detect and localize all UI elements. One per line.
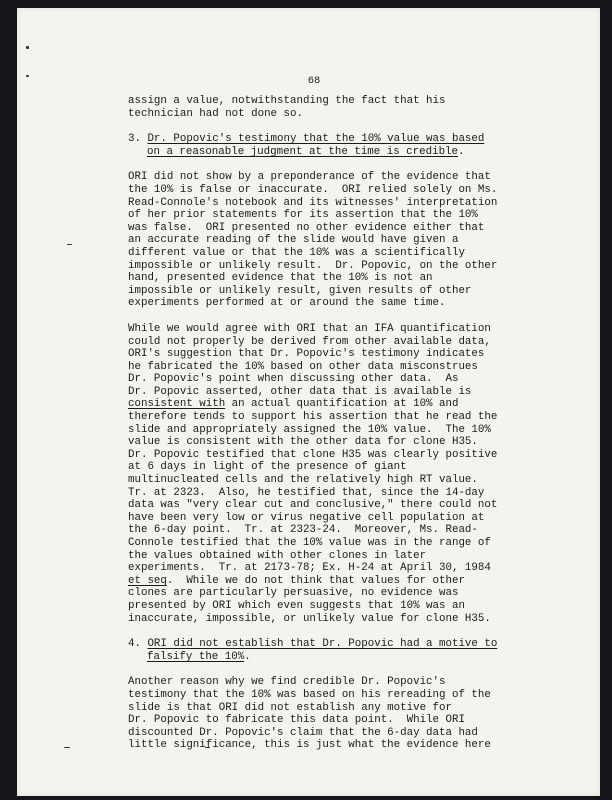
- text-line: assign a value, notwithstanding the fact that his: [128, 95, 446, 107]
- text-line: value is consistent with the other data for clone H35.: [128, 436, 478, 449]
- heading-text: Dr. Popovic's testimony that the 10% value was based: [147, 133, 485, 146]
- text-line: technician had not done so.: [128, 107, 303, 120]
- text-run: . While we do not think that values for other: [166, 574, 465, 587]
- text-line: multinucleated cells and the relatively high RT value.: [128, 474, 478, 487]
- margin-speck: [67, 244, 72, 245]
- text-run: an actual quantification at 10% and: [225, 398, 459, 411]
- text-line: experiments. Tr. at 2173-78; Ex. H-24 at April 30, 1984: [128, 562, 491, 575]
- paragraph: [128, 171, 538, 310]
- heading-punctuation: .: [244, 650, 251, 663]
- text-line: different value or that the 10% was a scientifically: [128, 246, 465, 259]
- text-line: the 6-day point. Tr. at 2323-24. Moreover, Ms. Read-: [128, 524, 478, 537]
- text-line: impossible or unlikely result, given results of other: [128, 284, 472, 297]
- section-heading-4: [128, 638, 538, 663]
- text-line: Connole testified that the 10% value was in the range of: [128, 537, 491, 549]
- text-line: slide and appropriately assigned the 10% value. The 10%: [128, 423, 491, 436]
- text-line: While we would agree with ORI that an IFA quantification: [128, 322, 491, 335]
- text-line: the 10% is false or inaccurate. ORI relied solely on Ms.: [128, 183, 498, 196]
- text-line: could not properly be derived from other available data,: [128, 335, 491, 348]
- text-line: Dr. Popovic's point when discussing other data. As: [128, 373, 459, 386]
- text-line: have been very low or virus negative cell population at: [128, 511, 485, 524]
- margin-speck: [26, 46, 29, 49]
- page-body: [128, 95, 538, 752]
- text-line: presented by ORI which even suggests that 10% was an: [128, 599, 465, 612]
- text-line: Dr. Popovic asserted, other data that is available is: [128, 385, 472, 398]
- text-line: slide is that ORI did not establish any motive for: [128, 701, 452, 714]
- text-line: Another reason why we find credible Dr. Popovic's: [128, 676, 446, 689]
- text-line: hand, presented evidence that the 10% is not an: [128, 272, 433, 285]
- heading-text: falsify the 10%: [147, 650, 245, 663]
- text-line: the values obtained with other clones in later: [128, 549, 427, 562]
- text-line: little significance, this is just what the evidence here: [128, 739, 491, 752]
- text-line: at 6 days in light of the presence of giant: [128, 461, 407, 474]
- text-line: ORI did not show by a preponderance of the evidence that: [128, 171, 491, 184]
- paragraph: [128, 676, 538, 752]
- text-line: of her prior statements for its assertion that the 10%: [128, 209, 478, 222]
- text-line: Dr. Popovic testified that clone H35 was clearly positive: [128, 448, 498, 461]
- margin-speck: [64, 747, 70, 748]
- heading-punctuation: .: [458, 145, 465, 158]
- underlined-phrase: consistent with: [128, 398, 226, 411]
- text-line: discounted Dr. Popovic's claim that the 6-day data had: [128, 726, 478, 739]
- page-number: 68: [307, 75, 321, 87]
- text-line: an accurate reading of the slide would have given a: [128, 234, 459, 247]
- text-line: was false. ORI presented no other evidence either that: [128, 221, 485, 234]
- text-line: ORI's suggestion that Dr. Popovic's testimony indicates: [128, 348, 485, 361]
- section-heading-3: [128, 133, 538, 158]
- underlined-citation: et seq: [128, 574, 167, 587]
- text-line: experiments performed at or around the same time.: [128, 297, 446, 310]
- text-line: data was "very clear cut and conclusive," there could not: [128, 499, 498, 512]
- heading-number: 4.: [128, 638, 141, 651]
- text-line: impossible or unlikely result. Dr. Popovic, on the other: [128, 259, 498, 272]
- text-line: therefore tends to support his assertion that he read the: [128, 411, 498, 424]
- heading-text: ORI did not establish that Dr. Popovic had a motive to: [147, 638, 498, 651]
- text-line: he fabricated the 10% based on other data misconstrues: [128, 360, 478, 373]
- text-line: inaccurate, impossible, or unlikely value for clone H35.: [128, 612, 491, 625]
- text-line: clones are particularly persuasive, no evidence was: [128, 587, 459, 600]
- paragraph-continuation: [128, 95, 538, 120]
- heading-text: on a reasonable judgment at the time is credible: [147, 145, 459, 158]
- text-line: Dr. Popovic to fabricate this data point. While ORI: [128, 714, 465, 727]
- paragraph: [128, 323, 538, 625]
- text-line: testimony that the 10% was based on his rereading of the: [128, 688, 491, 701]
- heading-number: 3.: [128, 133, 141, 146]
- text-line: Read-Connole's notebook and its witnesses' interpretation: [128, 196, 498, 209]
- text-line: Tr. at 2323. Also, he testified that, since the 14-day: [128, 486, 485, 499]
